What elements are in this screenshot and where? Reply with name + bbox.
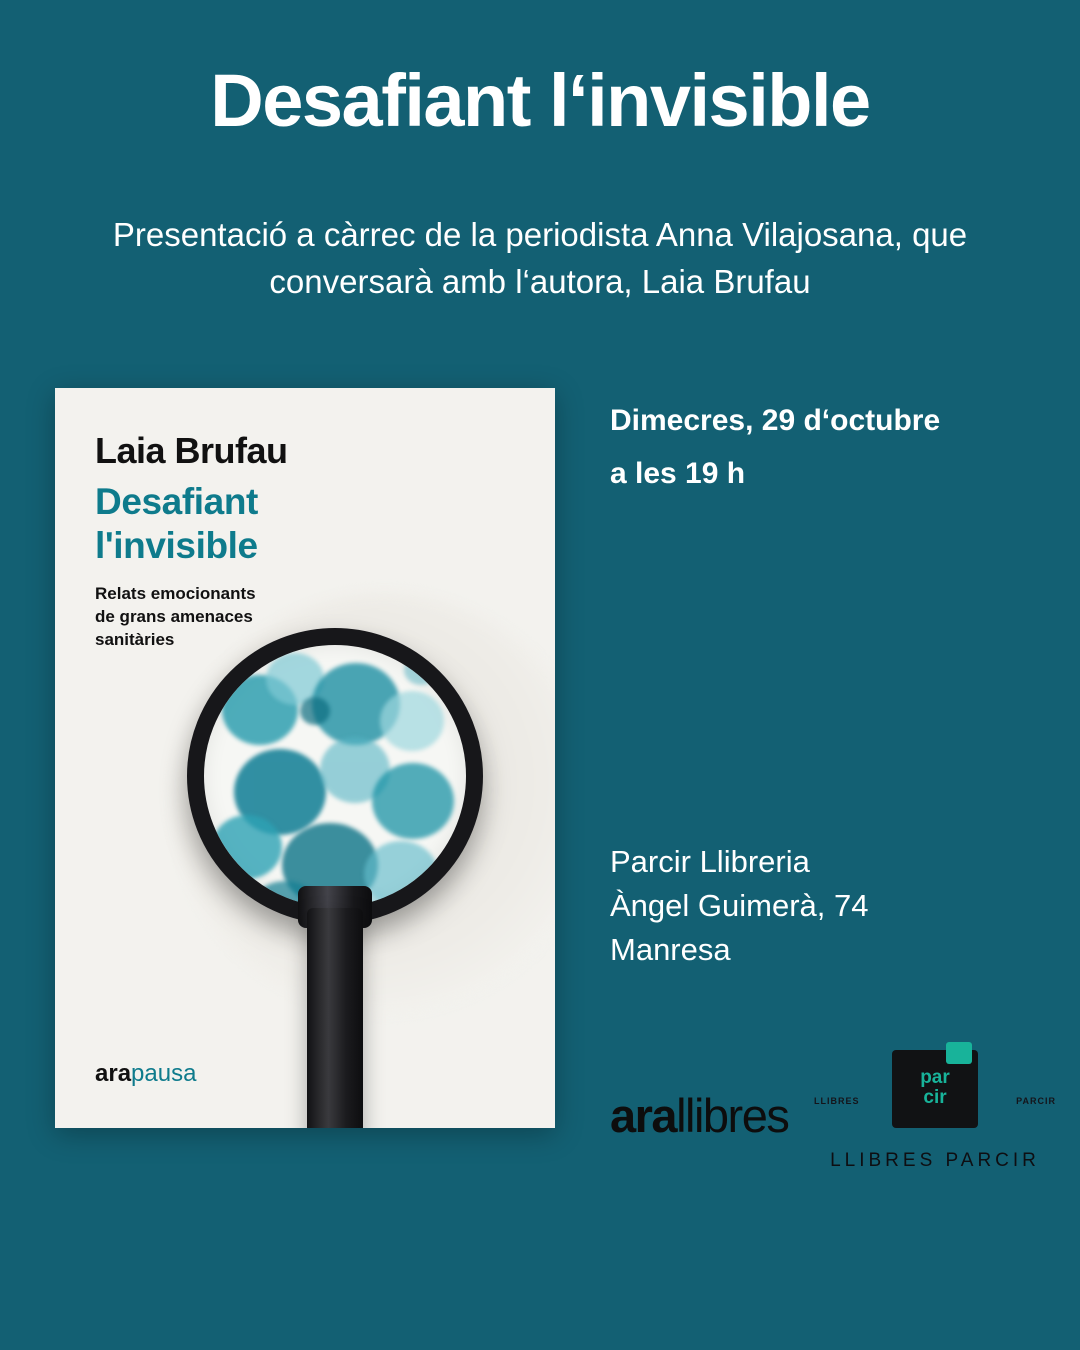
event-date [610,395,940,500]
event-time-line: a les 19 h [610,456,746,490]
magnifier-lens-icon [187,628,483,924]
cover-tagline-line-1: Relats emocionants [95,584,256,603]
cover-title [95,480,258,567]
ara-logo-bold: ara [610,1089,677,1142]
cover-tagline-line-3: sanitàries [95,629,175,649]
venue-name: Parcir Llibreria [610,844,810,879]
parcir-side-left: LLIBRES [814,1096,860,1106]
parcir-mark-bottom: cir [923,1086,947,1108]
cover-imprint-logo [95,1060,196,1088]
logo-row [600,1040,1056,1200]
event-venue [610,840,868,972]
magnifier-handle [307,908,363,1128]
cover-title-line-1: Desafiant [95,481,258,522]
event-subtitle: Presentació a càrrec de la periodista Anna Vilajosana, que conversarà amb l‘autora, Laia Brufau [112,216,968,300]
parcir-mark-text [892,1068,978,1108]
cover-tagline [95,583,256,652]
parcir-logo [814,1050,1056,1172]
book-cover-image [55,388,555,1128]
cover-tagline-line-2: de grans amenaces [95,606,253,626]
cover-title-line-2: l'invisible [95,524,258,566]
parcir-mark-top: par [920,1067,950,1088]
event-date-line-1: Dimecres, 29 d‘octubre [610,404,941,437]
venue-street: Àngel Guimerà, 74 [610,888,869,924]
imprint-ara: ara [95,1060,132,1087]
imprint-pausa: pausa [131,1060,197,1087]
page-title: Desafiant l‘invisible [210,59,870,142]
venue-city: Manresa [610,932,731,968]
ara-logo-light: llibres [676,1089,789,1142]
cover-author: Laia Brufau [95,430,288,471]
parcir-logo-name: LLIBRES PARCIR [830,1150,1040,1171]
parcir-mark-icon [814,1050,1056,1128]
parcir-side-right: PARCIR [1016,1096,1056,1106]
ara-llibres-logo [610,1088,788,1143]
